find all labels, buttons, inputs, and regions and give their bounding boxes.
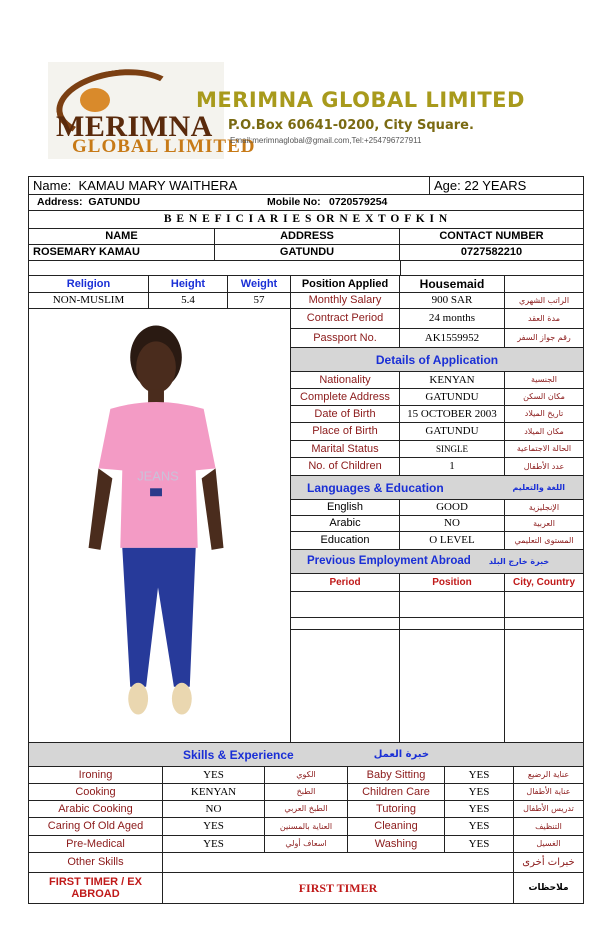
salary-arabic: الراتب الشهري	[504, 292, 584, 309]
spacer-row	[28, 260, 401, 276]
remarks-arabic: ملاحظات	[513, 872, 584, 904]
skill-value: NO	[162, 800, 265, 818]
skill-value: YES	[162, 766, 265, 784]
dob-label: Date of Birth	[290, 405, 400, 423]
beneficiary-contact-header: CONTACT NUMBER	[399, 228, 584, 245]
nationality-label: Nationality	[290, 371, 400, 389]
skill-arabic: الطبخ	[264, 783, 348, 801]
children-value: 1	[399, 457, 505, 476]
applicant-mobile: 0720579254	[329, 196, 388, 209]
position-applied-value: Housemaid	[399, 275, 505, 293]
salary-value: 900 SAR	[399, 292, 505, 309]
pob-value: GATUNDU	[399, 422, 505, 441]
skill-arabic: الكوي	[264, 766, 348, 784]
nationality-arabic: الجنسية	[504, 371, 584, 389]
beneficiary-name: ROSEMARY KAMAU	[28, 244, 215, 261]
logo-ball-icon	[80, 88, 110, 112]
skill-value: YES	[444, 835, 514, 853]
period-header: Period	[290, 573, 400, 592]
religion-value: NON-MUSLIM	[28, 292, 149, 309]
height-header: Height	[148, 275, 228, 293]
skill-value: YES	[162, 817, 265, 836]
education-value: O LEVEL	[399, 531, 505, 550]
nationality-value: KENYAN	[399, 371, 505, 389]
logo-subtitle: GLOBAL LIMITED	[72, 136, 256, 157]
applicant-photo	[28, 308, 291, 743]
applicant-name-cell	[28, 176, 430, 195]
pob-arabic: مكان الميلاد	[504, 422, 584, 441]
skill-label: Cooking	[28, 783, 163, 801]
skill-arabic: الطبخ العربي	[264, 800, 348, 818]
city-country-header: City, Country	[504, 573, 584, 592]
dob-arabic: تاريخ الميلاد	[504, 405, 584, 423]
skill-value: YES	[444, 783, 514, 801]
logo-word: MERIMNA	[56, 110, 213, 143]
skill-arabic: الغسيل	[513, 835, 584, 853]
complete-address-arabic: مكان السكن	[504, 388, 584, 406]
person-photo-icon	[29, 308, 290, 743]
skill-arabic: العناية بالمسنين	[264, 817, 348, 836]
contract-label: Contract Period	[290, 308, 400, 329]
address-row	[28, 194, 584, 211]
skill-arabic: التنظيف	[513, 817, 584, 836]
arabic-label: Arabic	[290, 515, 400, 532]
pob-label: Place of Birth	[290, 422, 400, 441]
blank-cell	[504, 275, 584, 293]
english-value: GOOD	[399, 499, 505, 516]
education-label: Education	[290, 531, 400, 550]
arabic-value: NO	[399, 515, 505, 532]
employment-title: Previous Employment Abroad	[307, 554, 471, 567]
employment-row	[399, 591, 505, 618]
employment-row	[504, 629, 584, 743]
skill-label: Washing	[347, 835, 445, 853]
details-heading: Details of Application	[290, 347, 584, 372]
complete-address-label: Complete Address	[290, 388, 400, 406]
name-label: Name:	[33, 178, 72, 193]
beneficiaries-heading: B E N E F I C I A R I E S OR N E X T O F K I N	[28, 210, 584, 229]
beneficiary-contact: 0727582210	[399, 244, 584, 261]
mobile-label: Mobile No:	[267, 196, 321, 209]
children-arabic: عدد الأطفال	[504, 457, 584, 476]
education-arabic: المستوى التعليمي	[504, 531, 584, 550]
beneficiary-address: GATUNDU	[214, 244, 400, 261]
employment-row	[399, 629, 505, 743]
marital-arabic: الحالة الاجتماعية	[504, 440, 584, 458]
position-applied-label: Position Applied	[290, 275, 400, 293]
salary-label: Monthly Salary	[290, 292, 400, 309]
skill-value: YES	[444, 817, 514, 836]
beneficiary-address-header: ADDRESS	[214, 228, 400, 245]
skill-label: Tutoring	[347, 800, 445, 818]
other-skills-arabic: خبرات أخرى	[513, 852, 584, 873]
contract-arabic: مدة العقد	[504, 308, 584, 329]
height-value: 5.4	[148, 292, 228, 309]
contract-value: 24 months	[399, 308, 505, 329]
skill-label: Arabic Cooking	[28, 800, 163, 818]
skill-label: Ironing	[28, 766, 163, 784]
arabic-arabic: العربية	[504, 515, 584, 532]
languages-arabic: اللغة والتعليم	[512, 482, 565, 492]
passport-label: Passport No.	[290, 328, 400, 348]
other-skills-label: Other Skills	[28, 852, 163, 873]
marital-value: SINGLE	[399, 440, 505, 458]
skill-arabic: عناية الرضيع	[513, 766, 584, 784]
beneficiary-name-header: NAME	[28, 228, 215, 245]
skill-label: Cleaning	[347, 817, 445, 836]
languages-title: Languages & Education	[307, 480, 444, 495]
age-label: Age:	[434, 178, 461, 193]
skill-value: YES	[162, 835, 265, 853]
skills-arabic: خبرة العمل	[373, 748, 430, 760]
position-header: Position	[399, 573, 505, 592]
employment-arabic: خبرة خارج البلد	[488, 556, 550, 566]
skill-value: KENYAN	[162, 783, 265, 801]
other-skills-value	[162, 852, 514, 873]
svg-text:JEANS: JEANS	[137, 468, 179, 484]
remarks-value: FIRST TIMER	[162, 872, 514, 904]
company-address: P.O.Box 60641-0200, City Square.	[228, 118, 474, 133]
english-label: English	[290, 499, 400, 516]
employment-row	[290, 629, 400, 743]
applicant-name: KAMAU MARY WAITHERA	[78, 178, 238, 193]
spacer-row	[400, 260, 584, 276]
applicant-age-cell	[429, 176, 584, 195]
english-arabic: الإنجليزية	[504, 499, 584, 516]
address-label: Address:	[37, 196, 83, 209]
skills-heading	[28, 742, 584, 767]
religion-header: Religion	[28, 275, 149, 293]
employment-row	[290, 591, 400, 618]
children-label: No. of Children	[290, 457, 400, 476]
skill-value: YES	[444, 766, 514, 784]
skill-arabic: تدريس الأطفال	[513, 800, 584, 818]
applicant-age: 22 YEARS	[464, 178, 527, 193]
skill-label: Caring Of Old Aged	[28, 817, 163, 836]
complete-address-value: GATUNDU	[399, 388, 505, 406]
weight-value: 57	[227, 292, 291, 309]
company-contact: Email:merimnaglobal@gmail.com,Tel:+254796727911	[230, 136, 422, 145]
employment-heading	[290, 549, 584, 574]
skill-label: Children Care	[347, 783, 445, 801]
skill-arabic: اسعاف أولي	[264, 835, 348, 853]
weight-header: Weight	[227, 275, 291, 293]
languages-heading	[290, 475, 584, 500]
skill-label: Pre-Medical	[28, 835, 163, 853]
skill-arabic: عناية الأطفال	[513, 783, 584, 801]
skill-label: Baby Sitting	[347, 766, 445, 784]
company-name: MERIMNA GLOBAL LIMITED	[196, 88, 525, 112]
applicant-address: GATUNDU	[88, 196, 141, 209]
passport-arabic: رقم جواز السفر	[504, 328, 584, 348]
employment-row	[504, 591, 584, 618]
skills-title: Skills & Experience	[182, 747, 294, 762]
remarks-label: FIRST TIMER / EX ABROAD	[28, 872, 163, 904]
skill-value: YES	[444, 800, 514, 818]
passport-value: AK1559952	[399, 328, 505, 348]
marital-label: Marital Status	[290, 440, 400, 458]
dob-value: 15 OCTOBER 2003	[399, 405, 505, 423]
